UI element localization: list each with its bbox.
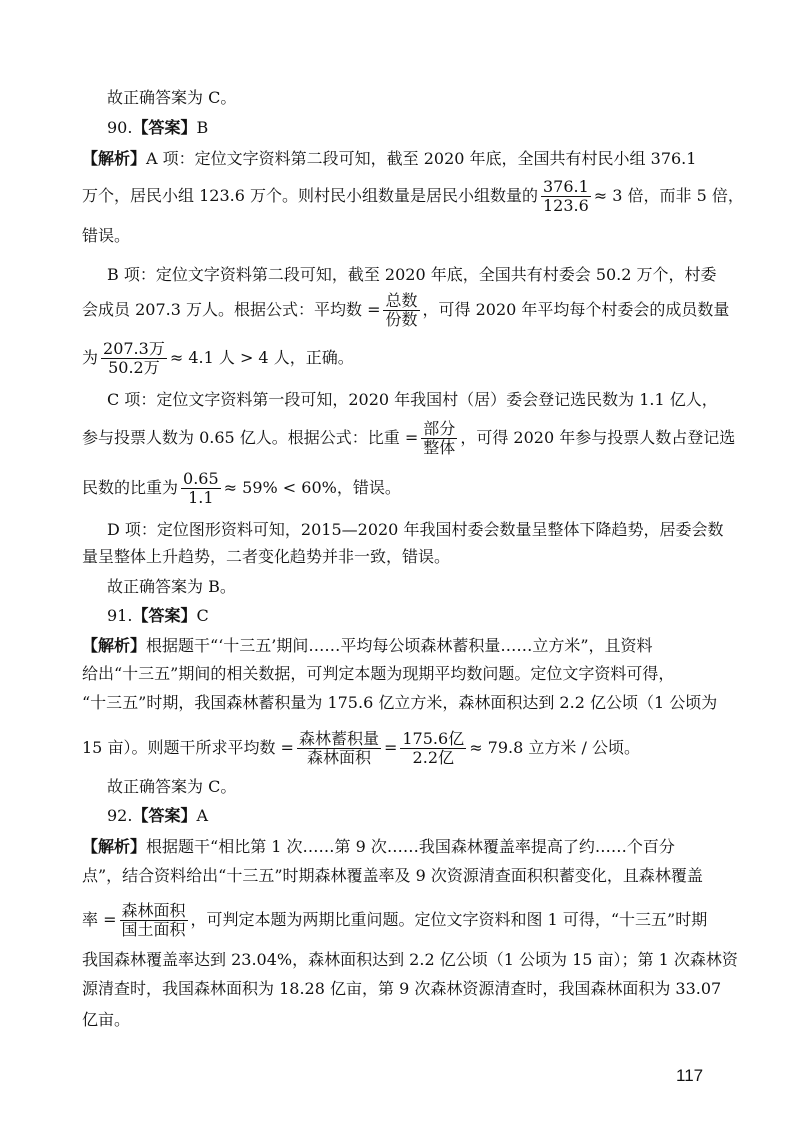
fraction: $\frac{\text{总数}}{\text{份数}}$ bbox=[385, 291, 418, 329]
analysis-tag: 【解析】 bbox=[82, 636, 147, 655]
analysis-a-line-1: 【解析】A 项：定位文字资料第二段可知，截至 2020 年底，全国共有村民小组 376.1 bbox=[82, 149, 697, 168]
page-number: 117 bbox=[676, 1066, 704, 1085]
analysis-tag: 【解析】 bbox=[82, 837, 147, 856]
analysis-92-line-5: 源清查时，我国森林面积为 18.28 亿亩，第 9 次森林资源清查时，我国森林面积为 33.07 bbox=[82, 979, 722, 998]
answer-letter: A bbox=[196, 806, 209, 825]
analysis-92-line-4: 我国森林覆盖率达到 23.04%，森林面积达到 2.2 亿公顷（1 公顷为 15 亩）；第 1 次森林资 bbox=[82, 950, 738, 969]
analysis-a-line-3: 错误。 bbox=[82, 226, 131, 245]
conclusion-line-3: 故正确答案为 C。 bbox=[107, 777, 237, 796]
question-number: 90. bbox=[107, 118, 133, 137]
answer-letter: C bbox=[196, 606, 209, 625]
question-number: 92. bbox=[107, 806, 133, 825]
analysis-tag: 【解析】 bbox=[82, 149, 147, 168]
question-number: 91. bbox=[107, 606, 133, 625]
analysis-91-line-3: “十三五”时期，我国森林蓄积量为 175.6 亿立方米，森林面积达到 2.2 亿公顷（1 公顷为 bbox=[82, 693, 718, 712]
conclusion-line-2: 故正确答案为 B。 bbox=[107, 577, 236, 596]
analysis-91-line-2: 给出“十三五”期间的相关数据，可判定本题为现期平均数问题。定位文字资料可得， bbox=[82, 664, 675, 683]
question-91-answer-heading bbox=[107, 604, 209, 628]
analysis-91-line-1: 【解析】根据题干“‘十三五’期间……平均每公顷森林蓄积量……立方米”，且资料 bbox=[82, 636, 653, 655]
analysis-b-line-2: 会成员 207.3 万人。根据公式：平均数 = $\frac{\text{总数}}{\text{份数}}$ ，可得 2020 年平均每个村委会的成员数量 bbox=[82, 291, 730, 329]
analysis-c-line-3: 民数的比重为 $\frac{0.65}{1.1}$ ≈ 59% < 60%，错误。 bbox=[82, 469, 401, 507]
answer-tag: 【答案】 bbox=[132, 118, 197, 137]
fraction: $\frac{376.1}{123.6}$ bbox=[542, 177, 589, 215]
analysis-d-line-1: D 项：定位图形资料可知，2015—2020 年我国村委会数量呈整体下降趋势，居委会数 bbox=[107, 520, 724, 539]
analysis-b-line-3: 为 $\frac{\text{207.3万}}{\text{50.2万}}$ ≈ 4.1 人 > 4 人，正确。 bbox=[82, 339, 354, 377]
analysis-92-line-3: 率 = $\frac{\text{森林面积}}{\text{国土面积}}$ ，可判定本题为两期比重问题。定位文字资料和图 1 可得，“十三五”时期 bbox=[82, 901, 708, 939]
answer-tag: 【答案】 bbox=[132, 806, 197, 825]
answer-tag: 【答案】 bbox=[132, 606, 197, 625]
analysis-c-line-2: 参与投票人数为 0.65 亿人。根据公式：比重 = $\frac{\text{部分}}{\text{整体}}$ ，可得 2020 年参与投票人数占登记选 bbox=[82, 419, 736, 457]
fraction: $\frac{\text{部分}}{\text{整体}}$ bbox=[423, 419, 456, 457]
analysis-92-line-6: 亿亩。 bbox=[82, 1010, 131, 1029]
conclusion-line-1: 故正确答案为 C。 bbox=[107, 88, 237, 107]
answer-letter: B bbox=[196, 118, 209, 137]
fraction: $\frac{0.65}{1.1}$ bbox=[183, 469, 219, 507]
fraction: $\frac{\text{森林蓄积量}}{\text{森林面积}}$ bbox=[298, 729, 379, 767]
question-92-answer-heading bbox=[107, 804, 208, 828]
analysis-92-line-2: 点”，结合资料给出“十三五”时期森林覆盖率及 9 次资源清查面积积蓄变化，且森林覆盖 bbox=[82, 866, 703, 885]
analysis-c-line-1: C 项：定位文字资料第一段可知，2020 年我国村（居）委会登记选民数为 1.1 亿人， bbox=[107, 390, 718, 409]
fraction: $\frac{\text{207.3万}}{\text{50.2万}}$ bbox=[103, 339, 165, 377]
fraction: $\frac{\text{森林面积}}{\text{国土面积}}$ bbox=[121, 901, 186, 939]
analysis-b-line-1: B 项：定位文字资料第二段可知，截至 2020 年底，全国共有村委会 50.2 万个，村委 bbox=[107, 265, 717, 284]
analysis-92-line-1: 【解析】根据题干“相比第 1 次……第 9 次……我国森林覆盖率提高了约……个百分 bbox=[82, 837, 675, 856]
analysis-91-line-4: 15 亩）。则题干所求平均数 = $\frac{\text{森林蓄积量}}{\text{森林面积}}$ = $\frac{\text{175.6亿}}{\text{2.2亿}}$ ≈ 79.8 立方米 / 公顷。 bbox=[82, 729, 640, 767]
analysis-d-line-2: 量呈整体上升趋势，二者变化趋势并非一致，错误。 bbox=[82, 547, 451, 566]
analysis-a-line-2: 万个，居民小组 123.6 万个。则村民小组数量是居民小组数量的 $\frac{376.1}{123.6}$ ≈ 3 倍，而非 5 倍， bbox=[82, 177, 744, 215]
question-90-answer-heading bbox=[107, 116, 208, 140]
fraction: $\frac{\text{175.6亿}}{\text{2.2亿}}$ bbox=[402, 729, 465, 767]
